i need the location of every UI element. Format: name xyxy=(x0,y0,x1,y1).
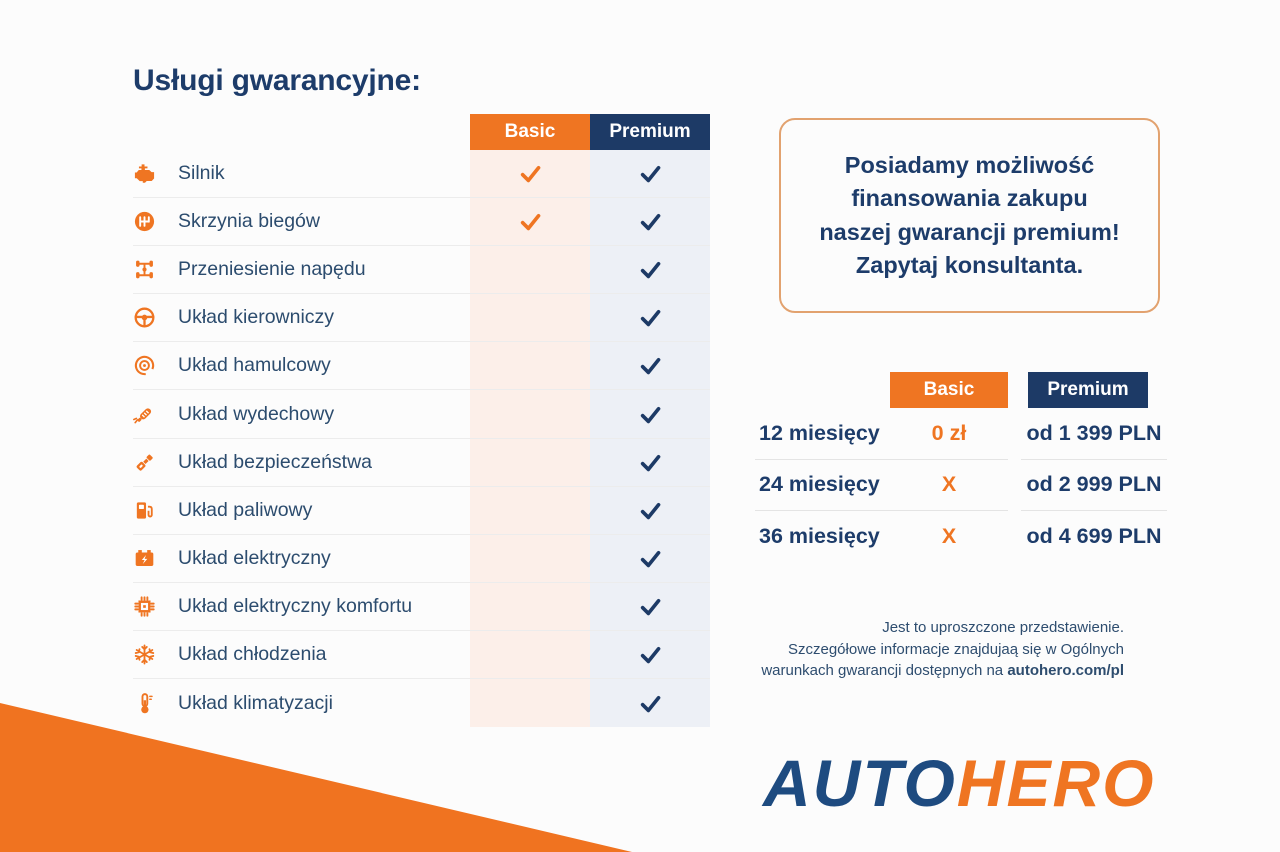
premium-cell xyxy=(590,258,710,281)
checkmark-icon xyxy=(639,499,662,522)
logo-hero-part: HERO xyxy=(956,746,1156,820)
warranty-row xyxy=(133,439,710,487)
warranty-row-label: Układ paliwowy xyxy=(178,498,313,521)
warranty-row xyxy=(133,246,710,294)
thermometer-icon xyxy=(133,692,163,715)
financing-note-line: Zapytaj konsultanta. xyxy=(855,252,1084,278)
financing-note-box xyxy=(779,118,1160,313)
pricing-row-left xyxy=(755,460,1008,512)
pricing-premium-value: od 2 999 PLN xyxy=(1026,472,1162,497)
seatbelt-icon xyxy=(133,451,163,474)
premium-cell xyxy=(590,595,710,618)
logo-auto-part: AUTO xyxy=(763,746,957,820)
pricing-row-right xyxy=(1021,460,1167,512)
warranty-row-label: Układ bezpieczeństwa xyxy=(178,450,373,473)
pricing-basic-value: X xyxy=(941,472,957,497)
warranty-row-label: Układ klimatyzacji xyxy=(178,691,333,714)
warranty-rows xyxy=(133,150,710,727)
warranty-row-label: Układ elektryczny komfortu xyxy=(178,594,413,617)
warranty-row xyxy=(133,487,710,535)
checkmark-icon xyxy=(639,595,662,618)
financing-note-text xyxy=(819,149,1119,283)
checkmark-icon xyxy=(639,643,662,666)
pricing-premium-value: od 1 399 PLN xyxy=(1026,420,1162,445)
premium-cell xyxy=(590,451,710,474)
warranty-row-label: Układ wydechowy xyxy=(178,402,335,425)
premium-cell xyxy=(590,692,710,715)
warranty-premium-column-header: Premium xyxy=(590,114,710,150)
battery-icon xyxy=(133,547,163,570)
premium-cell xyxy=(590,210,710,233)
warranty-row xyxy=(133,294,710,342)
checkmark-icon xyxy=(519,162,542,185)
chip-icon xyxy=(133,595,163,618)
premium-cell xyxy=(590,547,710,570)
warranty-row xyxy=(133,535,710,583)
warranty-row xyxy=(133,198,710,246)
warranty-comparison-table xyxy=(133,114,710,727)
autohero-logo xyxy=(763,745,1155,821)
checkmark-icon xyxy=(639,210,662,233)
snowflake-icon xyxy=(133,643,163,666)
page-title: Usługi gwarancyjne: xyxy=(133,64,421,97)
premium-cell xyxy=(590,499,710,522)
premium-cell xyxy=(590,643,710,666)
basic-cell xyxy=(470,210,590,233)
checkmark-icon xyxy=(639,692,662,715)
warranty-row xyxy=(133,631,710,679)
warranty-row xyxy=(133,679,710,727)
warranty-row xyxy=(133,583,710,631)
pricing-row-left xyxy=(755,408,1008,460)
checkmark-icon xyxy=(639,354,662,377)
financing-note-line: Posiadamy możliwość xyxy=(844,151,1095,178)
disclaimer-text xyxy=(761,617,1124,682)
financing-note-line: finansowania zakupu xyxy=(851,185,1088,211)
checkmark-icon xyxy=(639,403,662,426)
warranty-row-label: Układ kierowniczy xyxy=(178,306,335,329)
warranty-row xyxy=(133,150,710,198)
pricing-period-label: 36 miesięcy xyxy=(759,524,880,549)
warranty-row-label: Układ chłodzenia xyxy=(178,642,327,665)
pricing-row-right xyxy=(1021,408,1167,460)
premium-cell xyxy=(590,162,710,185)
warranty-row-label: Układ elektryczny xyxy=(178,546,331,569)
checkmark-icon xyxy=(639,258,662,281)
gearbox-icon xyxy=(133,210,163,233)
pricing-basic-column-header: Basic xyxy=(890,372,1008,408)
checkmark-icon xyxy=(639,162,662,185)
pricing-premium-column-header: Premium xyxy=(1028,372,1148,408)
warranty-row xyxy=(133,390,710,438)
fuel-pump-icon xyxy=(133,499,163,522)
warranty-row-label: Silnik xyxy=(178,162,225,185)
pricing-basic-value: 0 zł xyxy=(931,420,967,445)
warranty-row-label: Skrzynia biegów xyxy=(178,210,320,233)
website-url: autohero.com/pl xyxy=(1007,662,1124,679)
checkmark-icon xyxy=(639,547,662,570)
warranty-row-label: Układ hamulcowy xyxy=(178,354,331,377)
pricing-row-left xyxy=(755,511,1008,563)
pricing-row xyxy=(755,460,1167,512)
warranty-row xyxy=(133,342,710,390)
pricing-period-label: 24 miesięcy xyxy=(759,472,880,497)
disclaimer-line-1: Jest to uproszczone przedstawienie. xyxy=(882,619,1124,636)
premium-cell xyxy=(590,403,710,426)
warranty-basic-column-header: Basic xyxy=(470,114,590,150)
pricing-row xyxy=(755,408,1167,460)
premium-cell xyxy=(590,306,710,329)
pricing-premium-value: od 4 699 PLN xyxy=(1026,524,1162,549)
pricing-basic-value: X xyxy=(941,524,957,549)
disclaimer-line-3: warunkach gwarancji dostępnych na autohero.com/pl xyxy=(761,662,1124,679)
basic-cell xyxy=(470,162,590,185)
steering-wheel-icon xyxy=(133,306,163,329)
drivetrain-icon xyxy=(133,258,163,281)
pricing-row-right xyxy=(1021,511,1167,563)
exhaust-icon xyxy=(133,403,163,426)
checkmark-icon xyxy=(519,210,542,233)
pricing-period-label: 12 miesięcy xyxy=(759,420,880,445)
warranty-row-label: Przeniesienie napędu xyxy=(178,258,366,281)
brake-icon xyxy=(133,354,163,377)
premium-cell xyxy=(590,354,710,377)
checkmark-icon xyxy=(639,451,662,474)
pricing-row xyxy=(755,511,1167,563)
checkmark-icon xyxy=(639,306,662,329)
engine-icon xyxy=(133,162,163,185)
disclaimer-line-2: Szczegółowe informacje znajdujaą się w Ogólnych xyxy=(787,640,1124,658)
pricing-rows xyxy=(755,408,1167,563)
financing-note-line: naszej gwarancji premium! xyxy=(819,218,1120,245)
